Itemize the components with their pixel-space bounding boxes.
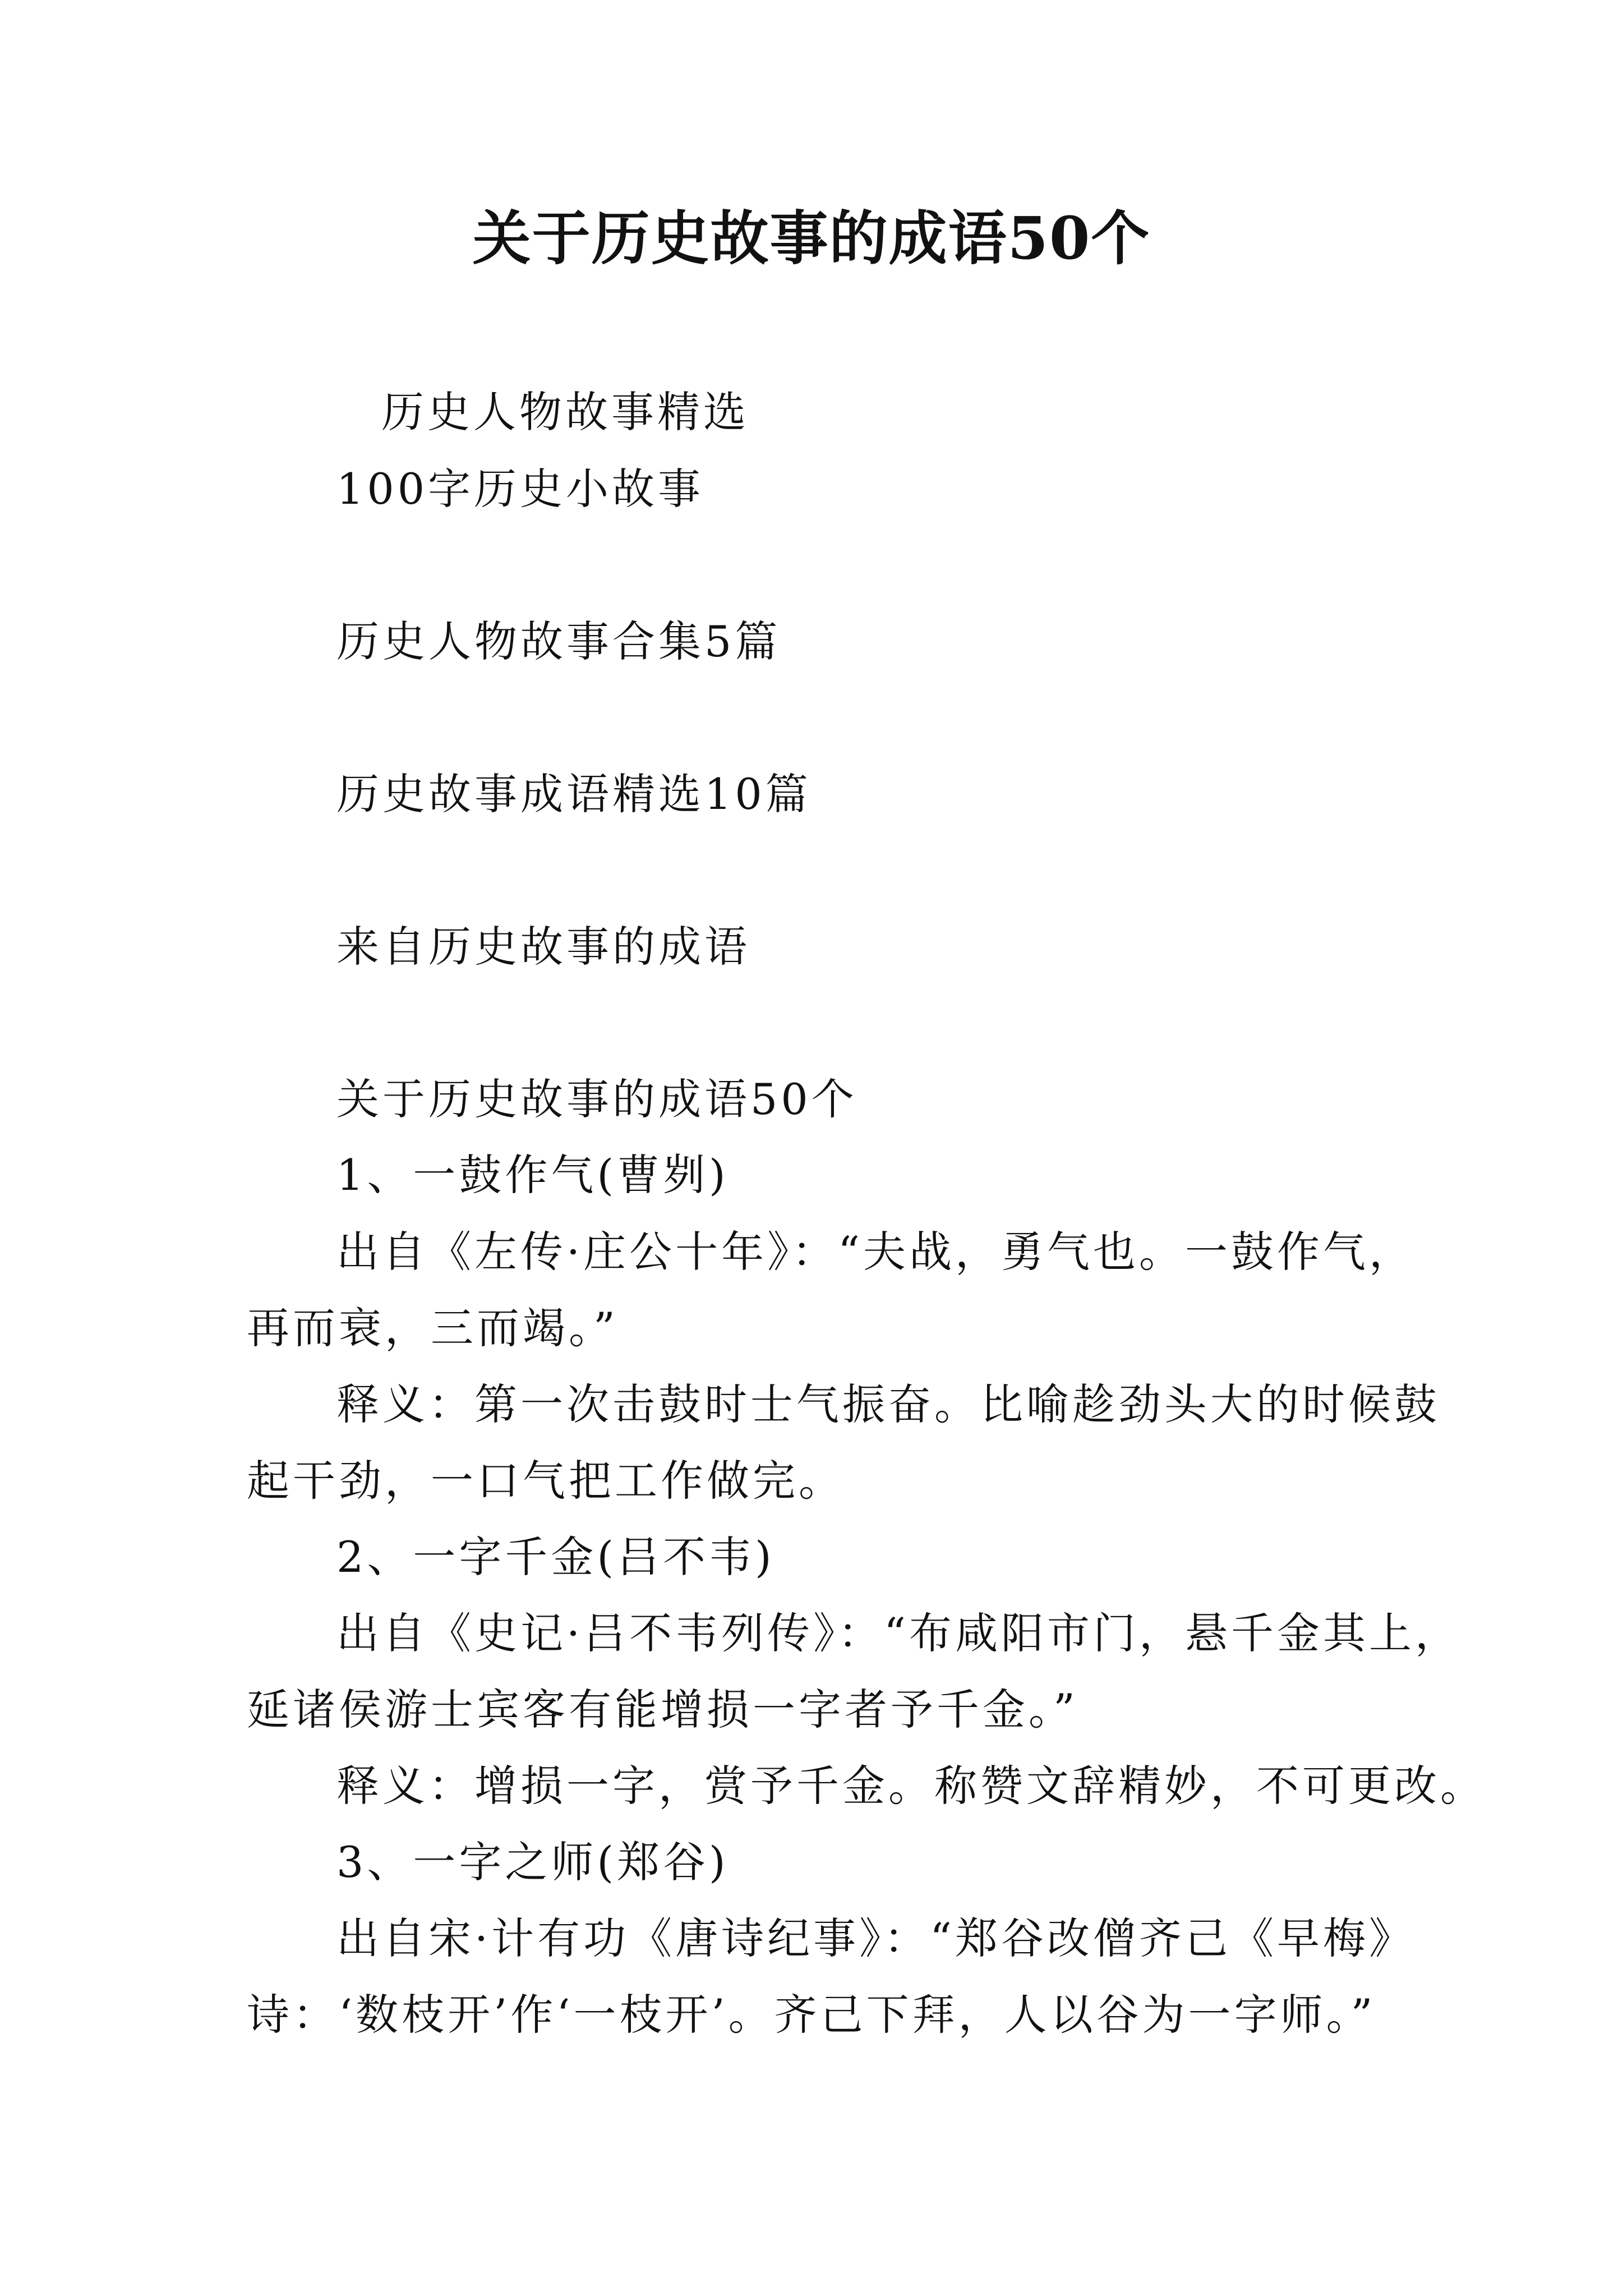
item-1-heading: 1、一鼓作气(曹刿)	[336, 1150, 729, 1200]
item-2-meaning: 释义：增损一字，赏予千金。称赞文辞精妙，不可更改。	[336, 1761, 1486, 1811]
item-1-meaning-line-2: 起干劲，一口气把工作做完。	[247, 1456, 845, 1506]
item-2-source-line-1: 出自《史记·吕不韦列传》：“布咸阳市门，悬千金其上，	[336, 1608, 1461, 1658]
related-link-5[interactable]: 来自历史故事的成语	[336, 922, 750, 972]
related-link-3[interactable]: 历史人物故事合集5篇	[336, 616, 781, 666]
item-3-source-line-2: 诗：‘数枝开’作‘一枝开’。齐己下拜，人以谷为一字师。”	[247, 1990, 1376, 2040]
item-1-source-line-1: 出自《左传·庄公十年》：“夫战，勇气也。一鼓作气，	[336, 1227, 1415, 1277]
item-3-heading: 3、一字之师(郑谷)	[336, 1837, 729, 1887]
related-link-2[interactable]: 100字历史小故事	[336, 464, 704, 514]
page-title: 关于历史故事的成语50个	[472, 204, 1151, 273]
item-2-source-line-2: 延诸侯游士宾客有能增损一字者予千金。”	[247, 1685, 1078, 1734]
related-link-6[interactable]: 关于历史故事的成语50个	[336, 1074, 857, 1124]
related-link-1[interactable]: 历史人物故事精选	[381, 387, 749, 437]
item-3-source-line-1: 出自宋·计有功《唐诗纪事》：“郑谷改僧齐己《早梅》	[336, 1913, 1415, 1963]
item-1-meaning-line-1: 释义：第一次击鼓时士气振奋。比喻趁劲头大的时候鼓	[336, 1379, 1440, 1429]
item-2-heading: 2、一字千金(吕不韦)	[336, 1532, 775, 1582]
item-1-source-line-2: 再而衰，三而竭。”	[247, 1303, 619, 1353]
related-link-4[interactable]: 历史故事成语精选10篇	[336, 769, 811, 819]
